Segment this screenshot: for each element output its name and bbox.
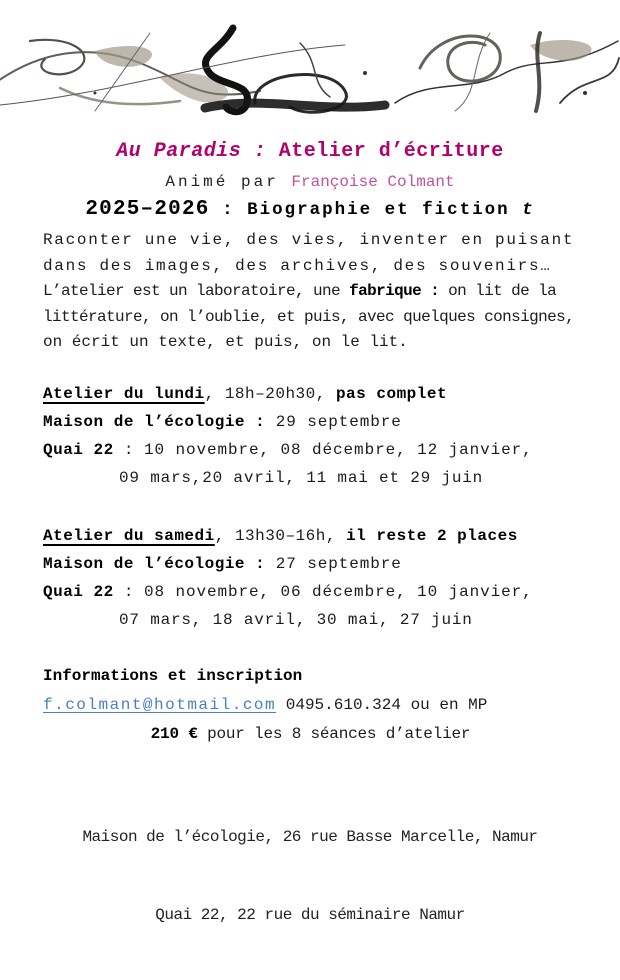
workshop-monday-status: pas complet — [335, 385, 448, 403]
info-section — [43, 662, 578, 749]
workshop-saturday-time: , 13h30–16h, — [214, 527, 347, 545]
venue-quai22-separator: : — [113, 583, 145, 601]
venue-dates-continued: 07 mars, 18 avril, 30 mai, 27 juin — [119, 611, 473, 629]
intro-line3-post: on lit de la — [439, 282, 557, 300]
header-artwork — [0, 33, 620, 111]
workshop-monday-section — [43, 380, 578, 492]
intro-line: littérature, on l’oublie, et puis, avec quelques consignes, — [43, 307, 575, 326]
season-theme-line — [0, 198, 620, 221]
phone-text: 0495.610.324 ou en MP — [276, 696, 488, 714]
venue-maison-label: Maison de l’écologie : — [43, 413, 266, 431]
workshop-monday-time: , 18h–20h30, — [204, 385, 336, 403]
workshop-saturday-section — [43, 522, 578, 634]
email-link[interactable]: f.colmant@hotmail.com — [43, 696, 277, 714]
venue-line — [43, 578, 578, 606]
workshop-saturday-title: Atelier du samedi — [43, 527, 215, 545]
intro-line — [43, 279, 578, 305]
price-amount: 210 € — [150, 725, 198, 743]
season-theme-italic-t: t — [522, 200, 535, 220]
intro-line: dans des images, des archives, des souvenirs… — [43, 256, 552, 275]
season-separator: : — [209, 200, 248, 220]
intro-line: on écrit un texte, et puis, on le lit. — [43, 333, 408, 351]
venue-line — [43, 436, 578, 464]
venue-quai22-separator: : — [113, 441, 145, 459]
venue-dates-continued: 09 mars,20 avril, 11 mai et 29 juin — [119, 469, 484, 487]
venue-line — [43, 550, 578, 578]
venue-maison-label: Maison de l’écologie : — [43, 555, 266, 573]
workshop-title-line — [43, 522, 578, 550]
intro-line: Raconter une vie, des vies, inventer en puisant — [43, 231, 575, 249]
workshop-saturday-status: il reste 2 places — [346, 527, 518, 545]
title-venue: Au Paradis : — [116, 140, 279, 163]
price-line — [43, 720, 578, 749]
season-theme: Biographie et fiction — [247, 200, 523, 220]
facilitator-name: Françoise Colmant — [291, 173, 455, 191]
info-heading-text: Informations et inscription — [43, 667, 303, 685]
workshop-monday-title: Atelier du lundi — [43, 385, 205, 403]
intro-paragraph — [43, 228, 578, 356]
subtitle-prefix: Animé par — [165, 173, 292, 191]
ink-strokes-image — [0, 33, 620, 111]
venue-maison-dates: 29 septembre — [265, 413, 402, 431]
venue-quai22-label: Quai 22 — [43, 441, 114, 459]
venue-quai22-dates: 08 novembre, 06 décembre, 10 janvier, — [144, 583, 533, 601]
page-title — [0, 140, 620, 163]
venue-line — [43, 408, 578, 436]
address-maison-ecologie: Maison de l’écologie, 26 rue Basse Marcelle, Namur — [82, 828, 538, 846]
venue-quai22-dates: 10 novembre, 08 décembre, 12 janvier, — [144, 441, 533, 459]
intro-line3-pre: L’atelier est un laboratoire, une — [43, 282, 350, 300]
season-years: 2025–2026 — [85, 198, 210, 221]
info-heading — [43, 662, 578, 691]
price-description: pour les 8 séances d’atelier — [197, 725, 471, 743]
venue-maison-dates: 27 septembre — [265, 555, 402, 573]
subtitle — [0, 173, 620, 191]
addresses-section — [0, 772, 620, 980]
intro-line3-bold: fabrique : — [349, 282, 440, 300]
venue-quai22-label: Quai 22 — [43, 583, 114, 601]
title-event: Atelier d’écriture — [278, 140, 504, 163]
workshop-title-line — [43, 380, 578, 408]
address-quai22: Quai 22, 22 rue du séminaire Namur — [155, 906, 465, 924]
contact-line — [43, 691, 578, 720]
